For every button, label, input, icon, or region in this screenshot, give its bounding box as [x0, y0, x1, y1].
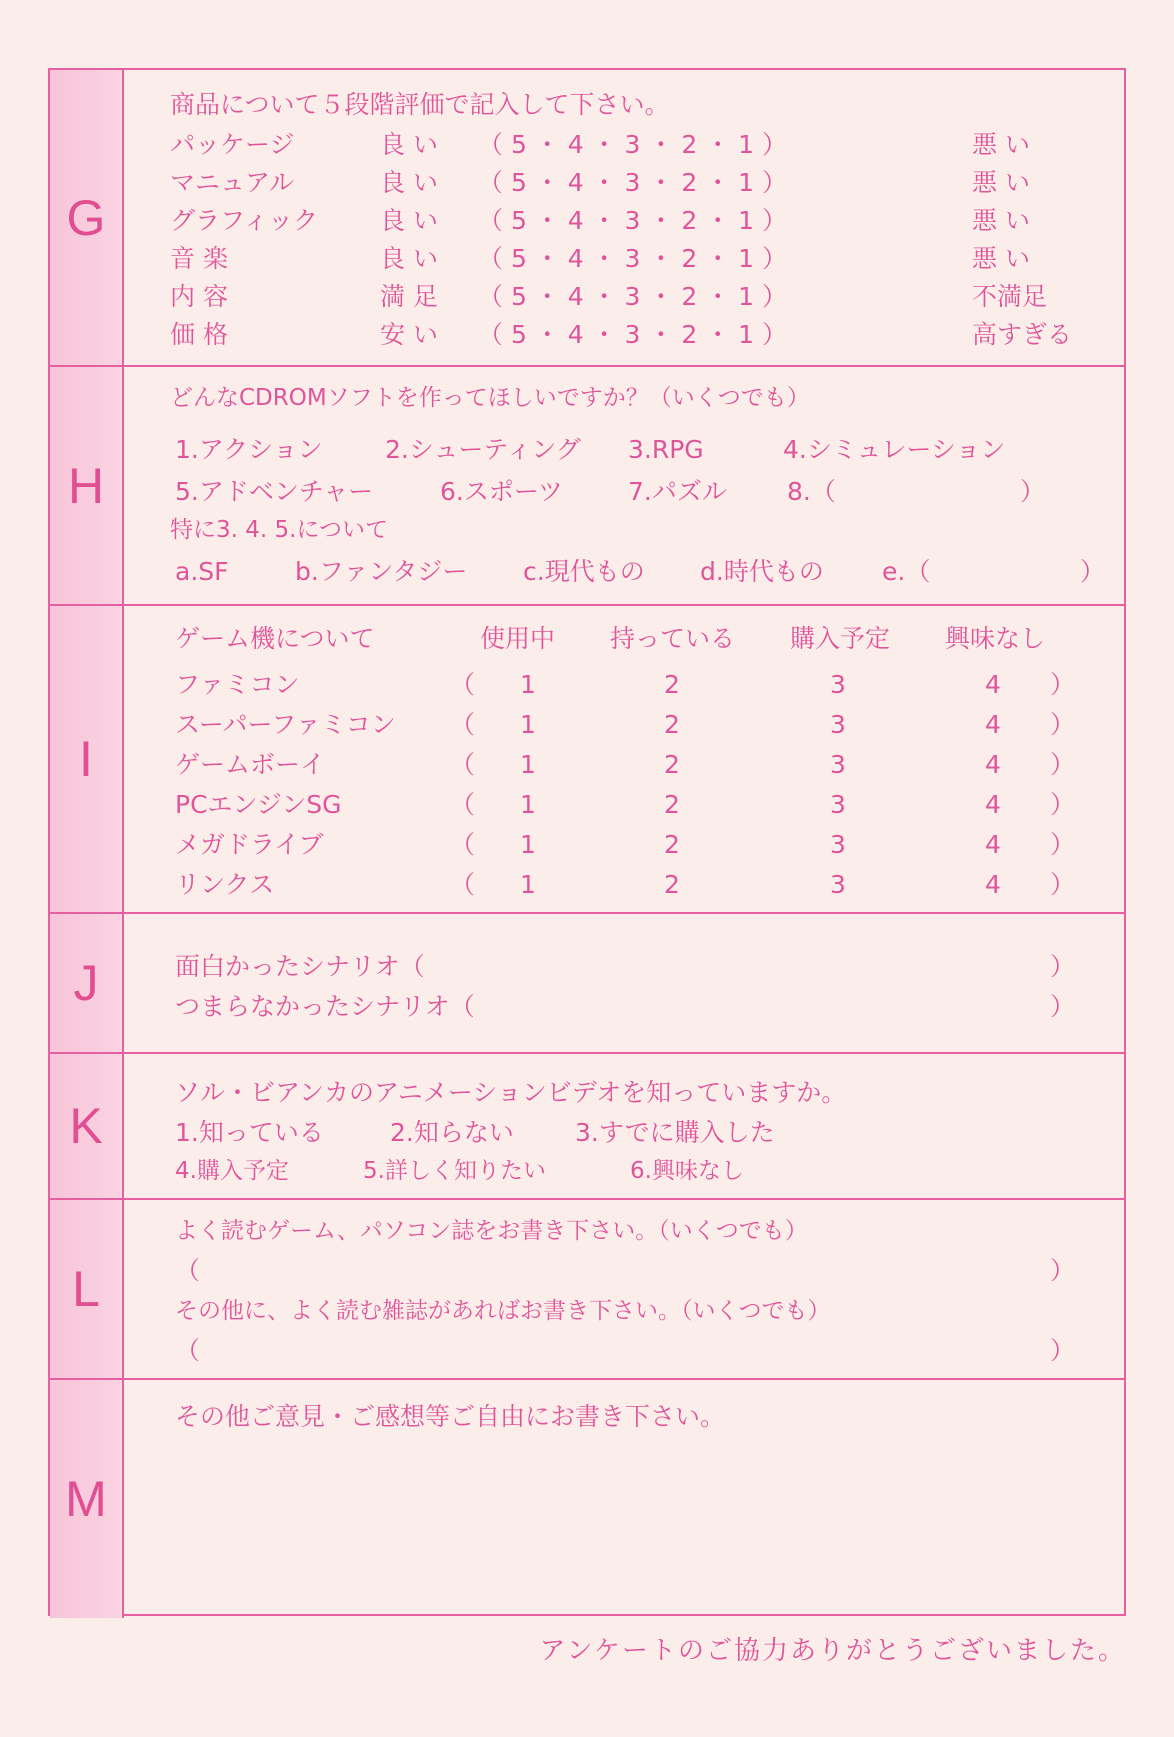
- boring-scenario-field[interactable]: [520, 990, 1030, 1022]
- choice-1[interactable]: 1: [520, 750, 536, 779]
- console-name: PCエンジンSG: [175, 790, 342, 819]
- option-plan-to-buy[interactable]: 4.購入予定: [175, 1158, 289, 1184]
- section-m-title: その他ご意見・ご感想等ご自由にお書き下さい。: [175, 1402, 726, 1431]
- header-in-use: 使用中: [480, 624, 556, 653]
- interesting-scenario-field[interactable]: [470, 950, 1030, 982]
- paren-open: （: [450, 830, 476, 859]
- option-e-open[interactable]: e.（: [882, 557, 931, 586]
- section-m: [50, 1380, 1124, 1618]
- sub-question: 特に3. 4. 5.について: [170, 517, 388, 543]
- section-h: [50, 367, 1124, 606]
- paren-close: ）: [1050, 710, 1076, 739]
- rating-scale[interactable]: （ 5 ・ 4 ・ 3 ・ 2 ・ 1 ）: [478, 130, 787, 159]
- option-sports[interactable]: 6.スポーツ: [440, 477, 563, 506]
- console-name: スーパーファミコン: [175, 710, 396, 739]
- option-shooting[interactable]: 2.シューティング: [385, 435, 581, 464]
- rating-item: パッケージ: [170, 130, 295, 159]
- choice-1[interactable]: 1: [520, 830, 536, 859]
- choice-3[interactable]: 3: [830, 790, 846, 819]
- rating-bad-label: 悪 い: [972, 130, 1030, 159]
- choice-3[interactable]: 3: [830, 670, 846, 699]
- choice-4[interactable]: 4: [985, 750, 1001, 779]
- option-modern[interactable]: c.現代もの: [523, 557, 645, 586]
- section-j: [50, 914, 1124, 1054]
- choice-2[interactable]: 2: [664, 790, 680, 819]
- section-h-title: どんなCDROMソフトを作ってほしいですか？（いくつでも）: [170, 385, 810, 411]
- header-own: 持っている: [610, 624, 736, 653]
- console-name: リンクス: [175, 870, 275, 899]
- rating-good-label: 良 い: [380, 168, 438, 197]
- other-magazines-open: （: [175, 1336, 201, 1365]
- option-e-close: ）: [1080, 557, 1106, 586]
- rating-item: 内 容: [170, 282, 228, 311]
- game-magazines-field[interactable]: [200, 1254, 1030, 1286]
- rating-bad-label: 悪 い: [972, 244, 1030, 273]
- option-sf[interactable]: a.SF: [175, 557, 229, 586]
- choice-2[interactable]: 2: [664, 670, 680, 699]
- choice-4[interactable]: 4: [985, 790, 1001, 819]
- rating-scale[interactable]: （ 5 ・ 4 ・ 3 ・ 2 ・ 1 ）: [478, 320, 787, 349]
- game-magazines-open: （: [175, 1256, 201, 1285]
- rating-scale[interactable]: （ 5 ・ 4 ・ 3 ・ 2 ・ 1 ）: [478, 206, 787, 235]
- boring-scenario-label: つまらなかったシナリオ（: [175, 992, 475, 1021]
- rating-scale[interactable]: （ 5 ・ 4 ・ 3 ・ 2 ・ 1 ）: [478, 168, 787, 197]
- rating-scale[interactable]: （ 5 ・ 4 ・ 3 ・ 2 ・ 1 ）: [478, 282, 787, 311]
- option-other-close: ）: [1020, 477, 1046, 506]
- choice-3[interactable]: 3: [830, 750, 846, 779]
- section-k: [50, 1054, 1124, 1200]
- header-plan-to-buy: 購入予定: [790, 624, 891, 653]
- rating-scale[interactable]: （ 5 ・ 4 ・ 3 ・ 2 ・ 1 ）: [478, 244, 787, 273]
- section-letter-j: J: [50, 914, 124, 1052]
- section-letter-k: K: [50, 1054, 124, 1198]
- choice-2[interactable]: 2: [664, 830, 680, 859]
- section-l: [50, 1200, 1124, 1380]
- paren-open: （: [450, 790, 476, 819]
- option-simulation[interactable]: 4.シミュレーション: [783, 435, 1006, 464]
- option-purchased[interactable]: 3.すでに購入した: [575, 1118, 775, 1147]
- section-i: [50, 606, 1124, 914]
- section-letter-l: L: [50, 1200, 124, 1378]
- interesting-scenario-label: 面白かったシナリオ（: [175, 952, 425, 981]
- paren-close: ）: [1050, 830, 1076, 859]
- rating-good-label: 良 い: [380, 130, 438, 159]
- game-magazines-question: よく読むゲーム、パソコン誌をお書き下さい。（いくつでも）: [175, 1218, 808, 1244]
- paren-close: ）: [1050, 870, 1076, 899]
- choice-1[interactable]: 1: [520, 710, 536, 739]
- other-magazines-close: ）: [1050, 1336, 1076, 1365]
- paren-open: （: [450, 750, 476, 779]
- other-magazines-field[interactable]: [200, 1334, 1030, 1366]
- choice-3[interactable]: 3: [830, 870, 846, 899]
- rating-item: 価 格: [170, 320, 228, 349]
- rating-bad-label: 悪 い: [972, 168, 1030, 197]
- choice-4[interactable]: 4: [985, 830, 1001, 859]
- comments-field[interactable]: [150, 1442, 1100, 1602]
- paren-close: ）: [1050, 750, 1076, 779]
- option-want-details[interactable]: 5.詳しく知りたい: [363, 1158, 546, 1184]
- option-period[interactable]: d.時代もの: [700, 557, 824, 586]
- choice-4[interactable]: 4: [985, 710, 1001, 739]
- option-know[interactable]: 1.知っている: [175, 1118, 324, 1147]
- option-dont-know[interactable]: 2.知らない: [390, 1118, 514, 1147]
- rating-bad-label: 不満足: [972, 282, 1048, 311]
- rating-bad-label: 高すぎる: [972, 320, 1073, 349]
- rating-item: グラフィック: [170, 206, 319, 235]
- choice-2[interactable]: 2: [664, 750, 680, 779]
- paren-open: （: [450, 870, 476, 899]
- boring-scenario-close: ）: [1050, 992, 1076, 1021]
- section-i-title: ゲーム機について: [175, 624, 375, 653]
- section-letter-h: H: [50, 367, 124, 604]
- section-k-title: ソル・ビアンカのアニメーションビデオを知っていますか。: [175, 1078, 847, 1107]
- rating-good-label: 満 足: [380, 282, 438, 311]
- choice-3[interactable]: 3: [830, 710, 846, 739]
- option-adventure[interactable]: 5.アドベンチャー: [175, 477, 374, 506]
- rating-good-label: 安 い: [380, 320, 438, 349]
- console-name: ゲームボーイ: [175, 750, 326, 779]
- rating-good-label: 良 い: [380, 206, 438, 235]
- section-g-title: 商品について５段階評価で記入して下さい。: [170, 90, 670, 119]
- section-letter-m: M: [50, 1380, 124, 1618]
- interesting-scenario-close: ）: [1050, 952, 1076, 981]
- option-puzzle[interactable]: 7.パズル: [628, 477, 727, 506]
- questionnaire-form: [48, 68, 1126, 1616]
- paren-open: （: [450, 710, 476, 739]
- option-fantasy[interactable]: b.ファンタジー: [295, 557, 468, 586]
- console-name: メガドライブ: [175, 830, 324, 859]
- option-action[interactable]: 1.アクション: [175, 435, 323, 464]
- thank-you-footer: アンケートのご協力ありがとうございました。: [539, 1636, 1126, 1666]
- rating-item: マニュアル: [170, 168, 295, 197]
- choice-2[interactable]: 2: [664, 870, 680, 899]
- rating-bad-label: 悪 い: [972, 206, 1030, 235]
- option-not-interested[interactable]: 6.興味なし: [630, 1158, 744, 1184]
- paren-close: ）: [1050, 790, 1076, 819]
- console-name: ファミコン: [175, 670, 300, 699]
- other-magazines-question: その他に、よく読む雑誌があればお書き下さい。（いくつでも）: [175, 1298, 831, 1324]
- header-not-interested: 興味なし: [945, 624, 1046, 653]
- choice-3[interactable]: 3: [830, 830, 846, 859]
- section-letter-g: G: [50, 70, 124, 365]
- choice-4[interactable]: 4: [985, 670, 1001, 699]
- option-rpg[interactable]: 3.RPG: [628, 435, 704, 464]
- paren-open: （: [450, 670, 476, 699]
- game-magazines-close: ）: [1050, 1256, 1076, 1285]
- choice-1[interactable]: 1: [520, 870, 536, 899]
- choice-1[interactable]: 1: [520, 670, 536, 699]
- section-g: [50, 70, 1124, 367]
- section-letter-i: I: [50, 606, 124, 912]
- choice-1[interactable]: 1: [520, 790, 536, 819]
- choice-4[interactable]: 4: [985, 870, 1001, 899]
- rating-item: 音 楽: [170, 244, 228, 273]
- option-other-open[interactable]: 8.（: [787, 477, 836, 506]
- paren-close: ）: [1050, 670, 1076, 699]
- rating-good-label: 良 い: [380, 244, 438, 273]
- choice-2[interactable]: 2: [664, 710, 680, 739]
